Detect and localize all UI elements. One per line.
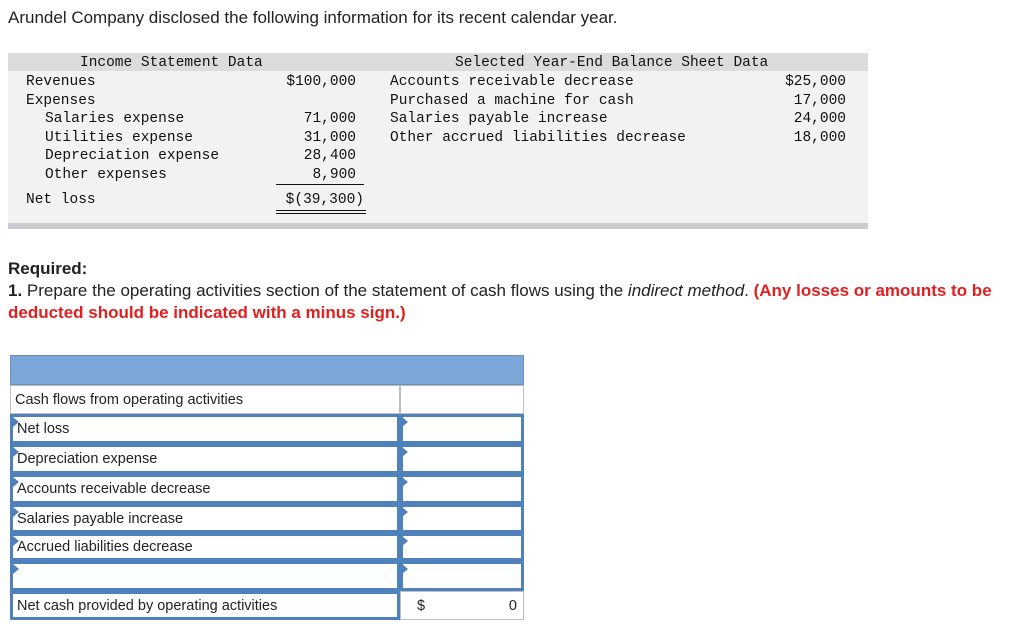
depreciation-amount-input[interactable] <box>400 444 524 474</box>
dropdown-marker-icon <box>13 564 19 574</box>
required-text-a: Prepare the operating activities section of the statement of cash flows using the <box>22 281 628 300</box>
net-loss-value: $(39,300) <box>285 192 364 208</box>
net-cash-label-cell <box>10 591 400 620</box>
required-text-b: . <box>744 281 754 300</box>
dropdown-marker-icon <box>402 536 408 546</box>
depreciation-expense-value: 28,400 <box>303 148 356 164</box>
expenses-label: Expenses <box>26 93 96 109</box>
other-expenses-label: Other expenses <box>45 167 167 183</box>
required-number: 1. <box>8 281 23 300</box>
salaries-payable-value: 24,000 <box>793 111 846 127</box>
subtotal-underline <box>276 184 364 185</box>
dropdown-marker-icon <box>13 507 19 517</box>
required-section <box>8 258 1008 324</box>
net-loss-amount-input[interactable] <box>400 414 524 444</box>
revenues-label: Revenues <box>26 74 96 90</box>
ar-decrease-label-input[interactable] <box>10 474 400 504</box>
minus-sign-note: (Any losses or amounts to be deducted should be indicated with a minus sign.) <box>8 281 992 322</box>
utilities-expense-value: 31,000 <box>303 130 356 146</box>
net-cash-amount-cell <box>400 591 524 620</box>
ar-decrease-label: Accounts receivable decrease <box>390 74 634 90</box>
dropdown-marker-icon <box>402 417 408 427</box>
balance-sheet-title: Selected Year-End Balance Sheet Data <box>455 55 769 71</box>
dropdown-marker-icon <box>13 417 19 427</box>
depreciation-expense-label: Depreciation expense <box>45 148 220 164</box>
accrued-liabilities-row-label: Accrued liabilities decrease <box>17 539 193 555</box>
blank-amount-input[interactable] <box>400 561 524 591</box>
salaries-expense-label: Salaries expense <box>45 111 185 127</box>
net-cash-value: 0 <box>508 597 517 614</box>
net-loss-label-input[interactable] <box>10 414 400 444</box>
dropdown-marker-icon <box>402 507 408 517</box>
problem-intro: Arundel Company disclosed the following information for its recent calendar year. <box>8 8 618 27</box>
utilities-expense-label: Utilities expense <box>45 130 193 146</box>
dropdown-marker-icon <box>13 536 19 546</box>
salaries-payable-row-label: Salaries payable increase <box>17 510 184 527</box>
total-double-underline-2 <box>276 213 366 214</box>
ar-decrease-amount-input[interactable] <box>400 474 524 504</box>
salaries-expense-value: 71,000 <box>303 111 356 127</box>
net-loss-row-label: Net loss <box>17 421 70 437</box>
dropdown-marker-icon <box>402 477 408 487</box>
depreciation-row-label: Depreciation expense <box>17 451 158 467</box>
salaries-payable-amount-input[interactable] <box>400 504 524 533</box>
other-expenses-value: 8,900 <box>312 167 356 183</box>
salaries-payable-label: Salaries payable increase <box>390 111 608 127</box>
net-loss-label: Net loss <box>26 192 96 208</box>
given-data-table <box>8 53 868 223</box>
operating-activities-worksheet <box>10 355 524 620</box>
dropdown-marker-icon <box>402 447 408 457</box>
machine-purchase-label: Purchased a machine for cash <box>390 93 634 109</box>
table-bottom-bar <box>8 223 868 229</box>
accrued-liabilities-label: Other accrued liabilities decrease <box>390 130 686 146</box>
total-double-underline-1 <box>276 210 366 211</box>
accrued-liabilities-value: 18,000 <box>793 130 846 146</box>
salaries-payable-label-input[interactable] <box>10 504 400 533</box>
depreciation-label-input[interactable] <box>10 444 400 474</box>
revenues-value: $100,000 <box>286 74 356 90</box>
currency-symbol: $ <box>417 597 426 614</box>
blank-label-input[interactable] <box>10 561 400 591</box>
net-cash-label: Net cash provided by operating activities <box>17 597 278 614</box>
dropdown-marker-icon <box>13 447 19 457</box>
section-heading-cell <box>10 385 400 414</box>
required-heading: Required: <box>8 259 88 278</box>
ar-decrease-row-label: Accounts receivable decrease <box>17 481 211 497</box>
income-statement-title: Income Statement Data <box>80 55 263 71</box>
worksheet-header <box>10 355 524 385</box>
machine-purchase-value: 17,000 <box>793 93 846 109</box>
dropdown-marker-icon <box>13 477 19 487</box>
section-heading-amount-cell <box>400 385 524 414</box>
accrued-liabilities-label-input[interactable] <box>10 533 400 561</box>
dropdown-marker-icon <box>402 564 408 574</box>
ar-decrease-value: $25,000 <box>785 74 846 90</box>
section-heading-label: Cash flows from operating activities <box>15 391 244 408</box>
accrued-liabilities-amount-input[interactable] <box>400 533 524 561</box>
required-method: indirect method <box>627 281 745 300</box>
required-instruction <box>8 280 1008 324</box>
